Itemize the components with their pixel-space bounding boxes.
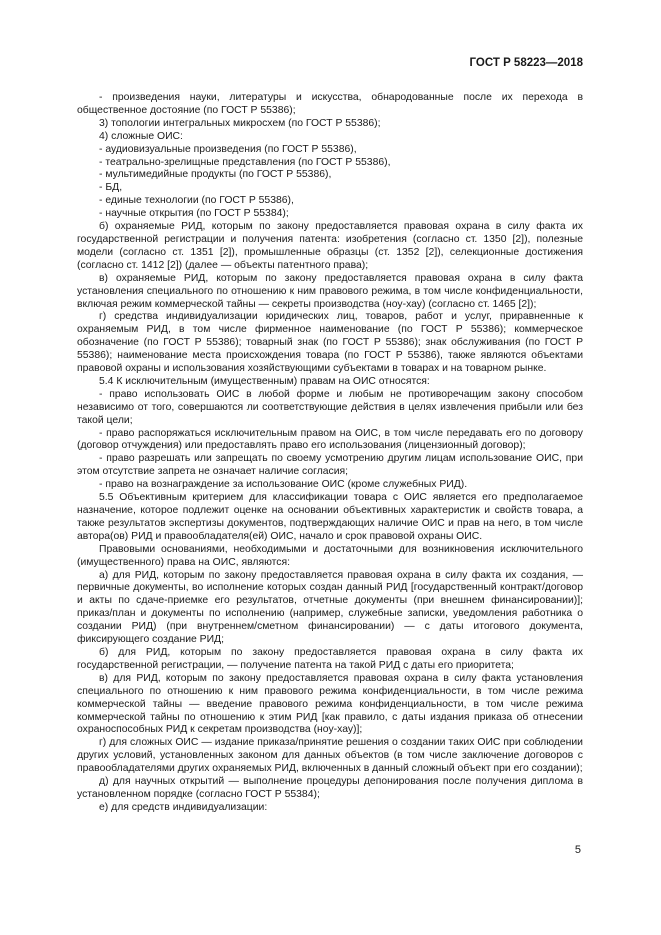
paragraph: а) для РИД, которым по закону предоставляется правовая охрана в силу факта их создания, — первичные документы, во исполнение которых создан данный РИД [государственный контракт/договор и акты по сдаче-приемке его результатов, отчетные документы (при внешнем финансировании)]; приказ/план и документы по исполнению (например, служебные записки, уведомления работника о создании РИД) (при внутреннем/сметном финансировании) — с даты итогового документа, фиксирующего создание РИД; bbox=[77, 569, 583, 646]
paragraph: б) для РИД, которым по закону предоставляется правовая охрана в силу факта их государственной регистрации, — получение патента на такой РИД с даты его приоритета; bbox=[77, 646, 583, 671]
paragraph: 3) топологии интегральных микросхем (по ГОСТ Р 55386); bbox=[99, 117, 381, 129]
document-id-header: ГОСТ Р 58223—2018 bbox=[469, 57, 583, 69]
paragraph: - право использовать ОИС в любой форме и любым не противоречащим закону способом независимо от того, совершаются ли соответствующие действия в целях извлечения прибыли или без такой цели; bbox=[77, 388, 583, 426]
paragraph: 5.4 К исключительным (имущественным) правам на ОИС относятся: bbox=[99, 375, 430, 387]
paragraph: - единые технологии (по ГОСТ Р 55386), bbox=[99, 195, 294, 207]
paragraph: в) охраняемые РИД, которым по закону предоставляется правовая охрана в силу факта установления специального по отношению к ним правового режима, в том числе конфиденциальности, включая режим коммерческой тайны — секреты производства (ноу-хау) (согласно ст. 1465 [2]); bbox=[77, 272, 583, 310]
paragraph: е) для средств индивидуализации: bbox=[99, 801, 268, 813]
paragraph: - БД, bbox=[99, 182, 123, 194]
paragraph: - произведения науки, литературы и искусства, обнародованные после их перехода в общественное достояние (по ГОСТ Р 55386); bbox=[77, 92, 583, 116]
document-body bbox=[77, 92, 583, 815]
paragraph: - право разрешать или запрещать по своему усмотрению другим лицам использование ОИС, при этом отсутствие запрета не означает наличие согласия; bbox=[77, 453, 583, 478]
paragraph: - право распоряжаться исключительным правом на ОИС, в том числе передавать его по договору (договор отчуждения) или предоставлять право его использования (лицензионный договор); bbox=[77, 427, 583, 452]
paragraph: 5.5 Объективным критерием для классификации товара с ОИС является его предполагаемое назначение, которое подлежит оценке на основании объективных характеристик и свойств товара, а также результатов экспертизы документов, подтверждающих наличие ОИС и прав на него, в том числе автора(ов) РИД и правообладателя(ей) ОИС, начало и срок правовой охраны ОИС. bbox=[77, 492, 583, 542]
paragraph: - право на вознаграждение за использование ОИС (кроме служебных РИД). bbox=[99, 479, 468, 491]
paragraph: 4) сложные ОИС: bbox=[99, 130, 183, 142]
paragraph: - аудиовизуальные произведения (по ГОСТ Р 55386), bbox=[99, 143, 357, 155]
paragraph: - театрально-зрелищные представления (по ГОСТ Р 55386), bbox=[99, 156, 391, 168]
paragraph: г) для сложных ОИС — издание приказа/принятие решения о создании таких ОИС при соблюдении других условий, установленных законом для данных объектов (в том числе заключение договоров с правообладателями других охраняемых РИД, включенных в данный сложный объект при его создании); bbox=[77, 737, 583, 775]
paragraph: г) средства индивидуализации юридических лиц, товаров, работ и услуг, приравненные к охраняемым РИД, в том числе фирменное наименование (по ГОСТ Р 55386); коммерческое обозначение (по ГОСТ Р 55386); товарный знак (по ГОСТ Р 55386); знак обслуживания (по ГОСТ Р 55386); наименование места происхождения товара (по ГОСТ Р 55386), также являются объектами правовой охраны и использования хозяйствующими субъектами в товарах и на товарном рынке. bbox=[77, 311, 583, 375]
paragraph: - научные открытия (по ГОСТ Р 55384); bbox=[99, 208, 289, 220]
paragraph: д) для научных открытий — выполнение процедуры депонирования после получения диплома в установленном порядке (согласно ГОСТ Р 55384); bbox=[77, 776, 583, 800]
page-number: 5 bbox=[574, 844, 581, 856]
paragraph: Правовыми основаниями, необходимыми и достаточными для возникновения исключительного (имущественного) права на ОИС, являются: bbox=[77, 543, 583, 568]
paragraph: - мультимедийные продукты (по ГОСТ Р 55386), bbox=[99, 169, 332, 181]
paragraph: б) охраняемые РИД, которым по закону предоставляется правовая охрана в силу факта их государственной регистрации и получения патента: изобретения (согласно ст. 1350 [2]), полезные модели (согласно ст. 1351 [2]), промышленные образцы (ст. 1352 [2]), селекционные достижения (согласно ст. 1412 [2]) (далее — объекты патентного права); bbox=[77, 221, 583, 271]
paragraph: в) для РИД, которым по закону предоставляется правовая охрана в силу факта установления специального по отношению к ним правового режима конфиденциальности, в том числе режима коммерческой тайны — введение правового режима конфиденциальности, в том числе режима коммерческой тайны по отношению к этим РИД [как правило, с даты издания приказа об отнесении охраноспособных РИД к секретам производства (ноу-хау)]; bbox=[77, 672, 583, 736]
